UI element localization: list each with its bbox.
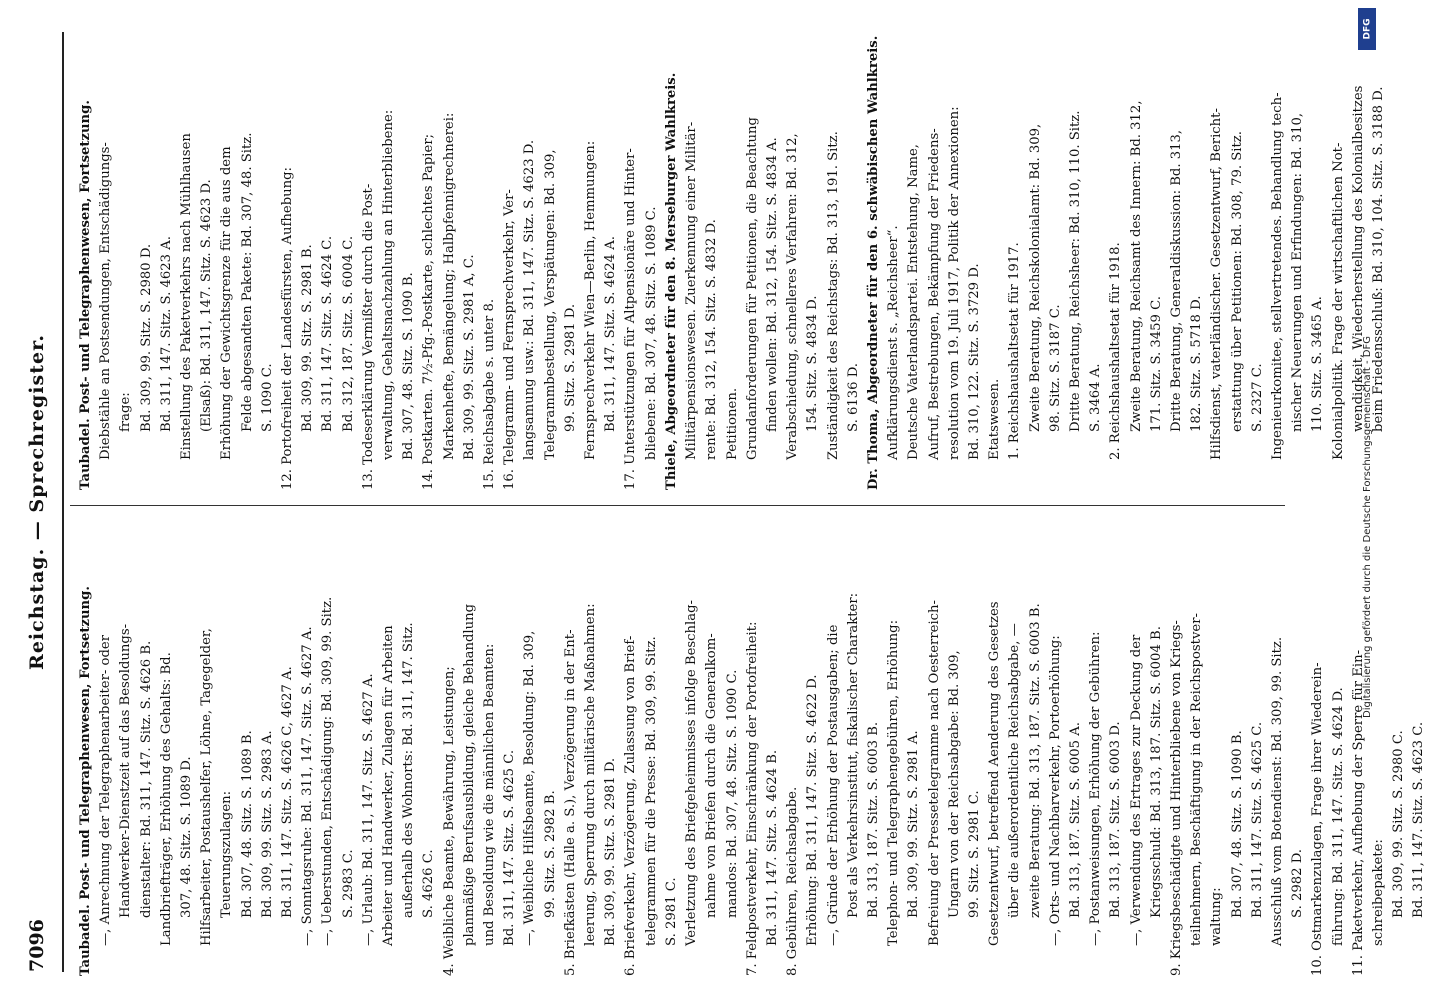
funding-note: Digitalisierung gefördert durch die Deutsche Forschungsgemeinschaft - DFG [1362, 335, 1373, 718]
index-line: Zweite Beratung, Reichsamt des Innern: Bd. 312, [1128, 100, 1144, 432]
index-line: Bd. 307, 48. Sitz. S. 1090 B. [1229, 730, 1245, 918]
index-line: 12. Portofreiheit der Landesfürsten, Aufhebung: [280, 166, 296, 490]
index-line: —, Ueberstunden, Entschädigung: Bd. 309, 99. Sitz. [320, 596, 336, 946]
index-line: führung: Bd. 311, 147. Sitz. S. 4624 D. [1330, 687, 1346, 946]
index-line: Verletzung des Briefgeheimnisses infolge Beschlag- [684, 600, 700, 946]
index-line: Telegrammbestellung, Verspätungen: Bd. 309, [542, 149, 558, 460]
index-line: Bd. 311, 147. Sitz. S. 4623 C. [1411, 721, 1427, 918]
right-column [76, 35, 1389, 490]
index-line: S. 2983 C. [340, 849, 356, 918]
index-line: Dritte Beratung, Reichsheer: Bd. 310, 110. Sitz. [1067, 110, 1083, 432]
index-line: —, Postanweisungen, Erhöhung der Gebühren: [1088, 631, 1104, 946]
index-line: S. 4626 C. [421, 849, 437, 918]
index-line: Arbeiter und Handwerker, Zulagen für Arbeiten [381, 625, 397, 946]
index-line: 17. Unterstützungen für Altpensionäre und Hinter- [623, 148, 639, 490]
index-line: mandos: Bd. 307, 48. Sitz. S. 1090 C. [724, 669, 740, 918]
index-line: Ingenieurkomitee, stellvertretendes. Behandlung tech- [1269, 92, 1285, 460]
index-line: 7. Feldpostverkehr, Einschränkung der Portofreiheit: [744, 621, 760, 976]
index-line: —, Weibliche Hilfsbeamte, Besoldung: Bd. 309, [522, 630, 538, 946]
index-line: Bd. 307, 48. Sitz. S. 1089 B. [239, 730, 255, 918]
index-line: rente: Bd. 312, 154. Sitz. S. 4832 D. [704, 219, 720, 460]
index-line: S. 1090 C. [259, 363, 275, 432]
index-line: Bd. 309, 99. Sitz. S. 2981 D. [603, 757, 619, 946]
index-line: 8. Gebühren, Reichsabgabe. [785, 786, 801, 976]
index-line: verwaltung, Gehaltsnachzahlung an Hinterbliebene: [381, 109, 397, 460]
index-line: 6. Briefverkehr, Verzögerung, Zulassung von Brief- [623, 635, 639, 976]
index-line: erstattung über Petitionen: Bd. 308, 79. Sitz. [1229, 131, 1245, 432]
index-line: Petitionen. [724, 387, 740, 460]
index-line: Erhöhung: Bd. 311, 147. Sitz. S. 4622 D. [805, 674, 821, 946]
index-line: zweite Beratung: Bd. 313, 187. Sitz. S. 6003 B. [1027, 603, 1043, 918]
index-line: bliebene: Bd. 307, 48. Sitz. S. 1089 C. [643, 206, 659, 460]
index-line: Hilfsarbeiter, Postaushelfer, Löhne, Tagegelder, [199, 628, 215, 946]
index-line: Grundanforderungen für Petitionen, die Beachtung [744, 117, 760, 460]
index-line: 13. Todeserklärung Vermißter durch die Post- [360, 183, 376, 490]
index-line: Verabschiedung, schnelleres Verfahren: Bd. 312, [785, 133, 801, 460]
index-line: Bd. 311, 147. Sitz. S. 4626 C, 4627 A. [280, 666, 296, 918]
index-line: 182. Sitz. S. 5718 D. [1189, 295, 1205, 432]
index-line: Bd. 312, 187. Sitz. S. 6004 C. [340, 235, 356, 432]
index-line: Ungarn von der Reichsabgabe: Bd. 309, [946, 650, 962, 918]
index-line: Etatswesen. [987, 378, 1003, 460]
index-line: Bd. 313, 187. Sitz. S. 6005 A. [1067, 722, 1083, 918]
index-line: dienstalter: Bd. 311, 147. Sitz. S. 4626 B. [138, 640, 154, 918]
index-line: Gesetzentwurf, betreffend Aenderung des Gesetzes [987, 601, 1003, 946]
index-line: Hilfsdienst, vaterländischer. Gesetzentwurf, Bericht- [1209, 108, 1225, 460]
index-line: Bd. 309, 99. Sitz. S. 2983 A. [259, 730, 275, 918]
index-line: 307, 48. Sitz. S. 1089 D. [179, 756, 195, 918]
entry-heading: Taubadel. Post- und Telegraphenwesen, Fortsetzung. [78, 100, 93, 490]
index-line: teilnehmern, Beschäftigung in der Reichspostver- [1189, 613, 1205, 946]
index-line: Post als Verkehrsinstitut, fiskalischer Charakter: [845, 592, 861, 918]
index-line: Dritte Beratung, Generaldiskussion: Bd. 313, [1168, 129, 1184, 432]
index-line: Militärpensionswesen. Zuerkennung einer Militär- [684, 121, 700, 460]
index-line: Aufklärungsdienst s. „Reichsheer“. [886, 225, 902, 460]
index-line: Bd. 313, 187. Sitz. S. 6003 D. [1108, 721, 1124, 918]
index-line: 11. Paketverkehr, Aufhebung der Sperre für Ein- [1350, 649, 1366, 976]
entry-heading: Thiele, Abgeordneter für den 8. Merseburger Wahlkreis. [663, 72, 679, 490]
index-line: schreibepakete: [1371, 839, 1386, 946]
page-header [20, 32, 60, 972]
index-line: Fernsprechverkehr Wien—Berlin, Hemmungen: [583, 140, 599, 460]
index-line: 9. Kriegsbeschädigte und Hinterbliebene von Kriegs- [1168, 620, 1184, 976]
index-line: finden wollen: Bd. 312, 154. Sitz. S. 4834 A. [764, 137, 780, 432]
index-line: Bd. 309, 99. Sitz. S. 2981 B. [300, 244, 316, 432]
index-line: S. 2981 C. [663, 877, 679, 946]
index-line: 1. Reichshaushaltsetat für 1917. [1007, 242, 1023, 460]
index-line: und Besoldung wie die männlichen Beamten: [482, 643, 498, 946]
index-line: resolution vom 19. Juli 1917, Politik der Annexionen: [946, 106, 962, 460]
index-line: —, Anrechnung der Telegraphenarbeiter- oder [98, 634, 114, 946]
index-line: Einstellung des Paketverkehrs nach Mühlhausen [179, 133, 195, 460]
index-line: Bd. 309, 99. Sitz. S. 2980 D. [138, 243, 154, 432]
index-line: Bd. 311, 147. Sitz. S. 4624 B. [764, 749, 780, 946]
index-line: außerhalb des Wohnorts: Bd. 311, 147. Sitz. [401, 622, 417, 918]
index-line: nahme von Briefen durch die Generalkom- [704, 633, 720, 918]
index-line: 98. Sitz. S. 3187 C. [1047, 304, 1063, 432]
index-line: Kriegsschuld: Bd. 313, 187. Sitz. S. 6004 B. [1148, 626, 1164, 918]
index-line: 14. Postkarten. 7½-Pfg.-Postkarte, schlechtes Papier; [421, 133, 437, 490]
index-line: Telephon- und Telegraphengebühren, Erhöhung: [886, 619, 902, 946]
left-column [76, 521, 1430, 976]
dfg-logo [1358, 8, 1376, 50]
index-line: Aufruf, Bestrebungen, Bekämpfung der Friedens- [926, 128, 942, 460]
index-line: S. 6136 D. [845, 363, 861, 432]
index-line: Deutsche Vaterlandspartei. Entstehung, Name, [906, 144, 922, 460]
index-line: Erhöhung der Gewichtsgrenze für die aus dem [219, 146, 235, 460]
index-line: Zweite Beratung, Reichskolonialamt: Bd. 309, [1027, 123, 1043, 432]
index-line: 4. Weibliche Beamte, Bewährung, Leistungen; [441, 666, 457, 976]
page-number: 7096 [26, 919, 48, 972]
index-line: planmäßige Berufsausbildung, gleiche Behandlung [461, 603, 477, 946]
index-line: —, Urlaub: Bd. 311, 147. Sitz. S. 4627 A. [360, 673, 376, 946]
index-line: waltung: [1209, 887, 1225, 946]
index-line: —, Sonntagsruhe: Bd. 311, 147. Sitz. S. 4627 A. [300, 626, 316, 946]
column-divider [70, 505, 1285, 506]
index-line: beim Friedensschluß: Bd. 310, 104. Sitz. S. 3188 D. [1371, 86, 1386, 432]
index-line: Bd. 309, 99. Sitz. S. 2981 A. [906, 730, 922, 918]
index-line: über die außerordentliche Reichsabgabe, — [1007, 623, 1023, 918]
index-line: 15. Reichsabgabe s. unter 8. [482, 298, 498, 490]
entry-heading: Taubadel. Post- und Telegraphenwesen, Fortsetzung. [78, 586, 93, 976]
index-line: Markenhefte, Bemängelung; Halbpfennigrechnerei: [441, 112, 457, 460]
index-line: telegrammen für die Presse: Bd. 309, 99. Sitz. [643, 636, 659, 946]
index-line: nischer Neuerungen und Erfindungen: Bd. 310, [1290, 112, 1306, 432]
index-line: (Elsaß): Bd. 311, 147. Sitz. S. 4623 D. [199, 179, 215, 432]
index-line: langsamung usw.: Bd. 311, 147. Sitz. S. 4623 D. [522, 139, 538, 460]
index-line: Zuständigkeit des Reichstags: Bd. 313, 191. Sitz. [825, 131, 841, 460]
index-line: 99. Sitz. S. 2981 D. [562, 303, 578, 432]
index-line: Bd. 310, 122. Sitz. S. 3729 D. [966, 263, 982, 460]
index-line: Handwerker-Dienstzeit auf das Besoldungs- [118, 623, 134, 918]
index-line: Bd. 311, 147. Sitz. S. 4623 A. [158, 236, 174, 432]
index-line: 16. Telegramm- und Fernsprechverkehr, Ver- [502, 189, 518, 490]
index-line: Bd. 311, 147. Sitz. S. 4624 A. [603, 236, 619, 432]
index-line: 2. Reichshaushaltsetat für 1918. [1108, 242, 1124, 460]
index-line: Bd. 311, 147. Sitz. S. 4625 C. [1249, 721, 1265, 918]
index-line: Bd. 311, 147. Sitz. S. 4625 C. [502, 749, 518, 946]
index-line: —, Orts- und Nachbarverkehr, Portoerhöhung: [1047, 635, 1063, 946]
index-line: 171. Sitz. S. 3459 C. [1148, 296, 1164, 432]
index-line: Bd. 309, 99. Sitz. S. 2981 A, C. [461, 254, 477, 460]
index-line: leerung, Sperrung durch militärische Maßnahmen: [583, 603, 599, 946]
index-line: 110. Sitz. S. 3465 A. [1310, 296, 1326, 432]
index-line: Teuerungszulagen: [219, 790, 235, 918]
index-line: S. 2327 C. [1249, 363, 1265, 432]
index-line: 154. Sitz. S. 4834 D. [805, 295, 821, 432]
index-line: —, Gründe der Erhöhung der Postausgaben; die [825, 624, 841, 946]
index-line: Landbriefträger, Erhöhung des Gehalts: Bd. [158, 652, 174, 946]
index-line: wendigkeit, Wiederherstellung des Kolonialbesitzes [1350, 85, 1366, 432]
index-line: Bd. 311, 147. Sitz. S. 4624 C. [320, 235, 336, 432]
index-line: 99. Sitz. S. 2981 C. [966, 790, 982, 918]
index-line: frage: [118, 392, 134, 432]
index-line: 5. Briefkästen (Halle a. S.), Verzögerung in der Ent- [562, 629, 578, 976]
index-line: Bd. 307, 48. Sitz. S. 1090 B. [401, 272, 417, 460]
page-title: Reichstag. — Sprechregister. [26, 334, 48, 670]
index-line: Befreiung der Pressetelegramme nach Oesterreich- [926, 599, 942, 946]
entry-heading: Dr. Thoma, Abgeordneter für den 6. schwäbischen Wahlkreis. [865, 35, 881, 490]
header-rule [62, 32, 64, 972]
index-line: 99. Sitz. S. 2982 B. [542, 790, 558, 918]
index-line: Felde abgesandten Pakete: Bd. 307, 48. Sitz. [239, 132, 255, 432]
index-line: —, Verwendung des Ertrages zur Deckung der [1128, 634, 1144, 946]
index-line: S. 2982 D. [1290, 849, 1306, 918]
index-line: S. 3464 A. [1088, 363, 1104, 432]
index-line: Bd. 309, 99. Sitz. S. 2980 C. [1391, 730, 1407, 918]
index-line: Ausschluß vom Botendienst: Bd. 309, 99. Sitz. [1269, 636, 1285, 946]
index-line: Kolonialpolitik. Frage der wirtschaftlichen Not- [1330, 142, 1346, 460]
index-line: Diebstähle an Postsendungen, Entschädigungs- [98, 142, 114, 460]
index-line: 10. Ostmarkenzulagen, Frage ihrer Wiederein- [1310, 662, 1326, 976]
index-line: Bd. 313, 187. Sitz. S. 6003 B. [865, 721, 881, 918]
dfg-logo-text: DFG [1362, 18, 1373, 40]
